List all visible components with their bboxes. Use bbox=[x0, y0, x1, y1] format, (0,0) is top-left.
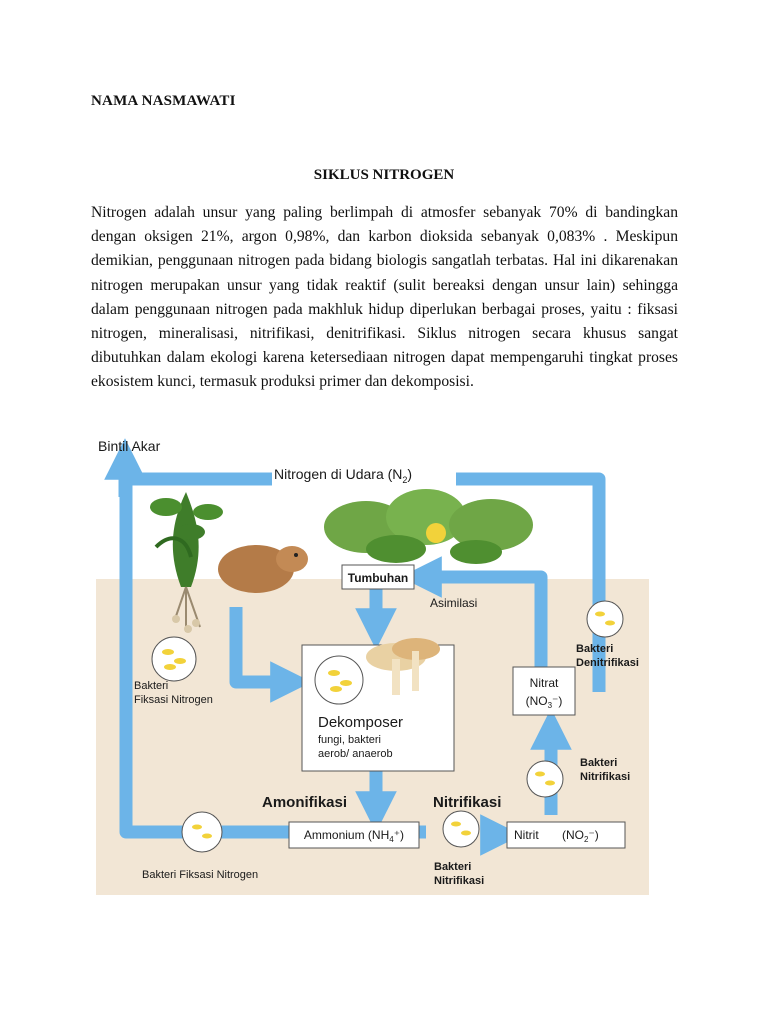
nitrogen-cycle-diagram bbox=[96, 437, 649, 895]
nitrat-label: Nitrat bbox=[529, 676, 559, 690]
dekomposer-bacteria-circle bbox=[315, 656, 363, 704]
body-paragraph: Nitrogen adalah unsur yang paling berlimpah di atmosfer sebanyak 70% di bandingkan dengan oksigen 21%, argon 0,98%, dan karbon dioksida sebanyak 0,083% . Meskipun demikian, penggunaan nitrogen pada bidang biologis sangatlah terbatas. Hal ini dikarenakan nitrogen merupakan unsur yang tidak reaktif (sulit bereaksi dengan unsur lain) sehingga dalam penggunaan nitrogen pada makhluk hidup diperlukan berbagai proses, yaitu : fiksasi nitrogen, mineralisasi, nitrifikasi, denitrifikasi. Siklus nitrogen secara khusus sangat dibutuhkan dalam ekologi karena ketersediaan nitrogen dapat mempengaruhi tingkat proses ekosistem kunci, termasuk produksi primer dan dekomposisi. bbox=[91, 204, 678, 391]
bakteri-fiksasi-bottom-label: Bakteri Fiksasi Nitrogen bbox=[142, 869, 259, 881]
bakteri-nitrifikasi-right-label-2: Nitrifikasi bbox=[580, 771, 631, 783]
dekomposer-label: Dekomposer bbox=[318, 714, 404, 731]
bakteri-denitrifikasi-circle bbox=[587, 601, 623, 637]
asimilasi-label: Asimilasi bbox=[430, 596, 478, 610]
student-name: NAMA NASMAWATI bbox=[91, 93, 236, 109]
tumbuhan-label: Tumbuhan bbox=[347, 571, 409, 585]
bakteri-nitrifikasi-right-label-1: Bakteri bbox=[580, 757, 618, 769]
ammonium-label: Ammonium $(NH_4^+)$ bbox=[303, 828, 405, 844]
bintil-akar-label: Bintil Akar bbox=[98, 438, 161, 454]
bakteri-denitrifikasi-label-1: Bakteri bbox=[576, 643, 614, 655]
dekomposer-sub2: aerob/ anaerob bbox=[318, 748, 393, 760]
nitrit-formula: $(NO_2^-)$ bbox=[562, 828, 599, 844]
bakteri-nitrifikasi-bottom-circle bbox=[443, 811, 479, 847]
nitrogen-udara-label: Nitrogen di Udara $(N_2)$ bbox=[274, 466, 413, 485]
bakteri-fiksasi-label-1: Bakteri bbox=[134, 680, 169, 692]
bakteri-fiksasi-bottom-circle bbox=[182, 812, 222, 852]
bakteri-nitrifikasi-bottom-label-2: Nitrifikasi bbox=[434, 875, 485, 887]
nitrifikasi-label: Nitrifikasi bbox=[433, 794, 502, 811]
nitrat-formula: $(NO_3^-)$ bbox=[525, 694, 563, 710]
nitrit-label: Nitrit bbox=[514, 828, 539, 842]
bakteri-fiksasi-circle bbox=[152, 637, 196, 681]
bakteri-denitrifikasi-label-2: Denitrifikasi bbox=[576, 657, 639, 669]
amonifikasi-label: Amonifikasi bbox=[262, 794, 348, 811]
document-title: SIKLUS NITROGEN bbox=[313, 167, 455, 183]
bakteri-fiksasi-label-2: Fiksasi Nitrogen bbox=[134, 694, 213, 706]
bakteri-nitrifikasi-bottom-label-1: Bakteri bbox=[434, 861, 472, 873]
dekomposer-sub1: fungi, bakteri bbox=[318, 734, 381, 746]
bakteri-nitrifikasi-right-circle bbox=[527, 761, 563, 797]
